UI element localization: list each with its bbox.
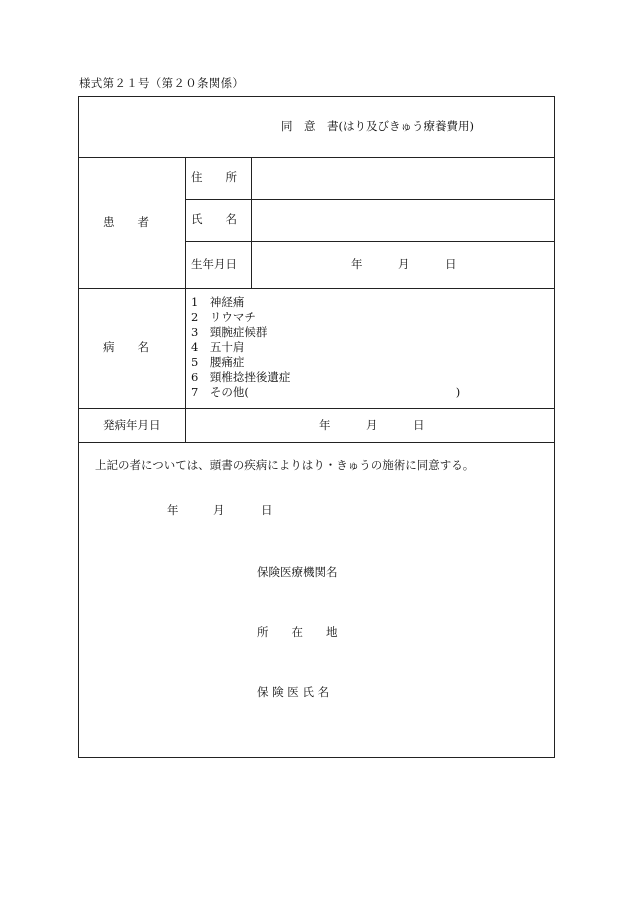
divider [79,408,554,409]
doctor-name-label: 保 険 医 氏 名 [257,685,330,699]
consent-form [78,96,555,758]
patient-section-label: 患 者 [103,215,149,229]
consent-date-year: 年 [167,503,179,517]
disease-item: 4 五十肩 [191,340,245,354]
institution-name-label: 保険医療機関名 [257,565,338,579]
onset-month: 月 [366,418,378,432]
form-number: 様式第２１号（第２０条関係） [79,76,245,90]
location-label: 所 在 地 [257,625,338,639]
onset-day: 日 [413,418,425,432]
divider [185,241,554,242]
disease-item: 1 神経痛 [191,295,245,309]
divider [251,157,252,289]
onset-label: 発病年月日 [103,418,161,432]
disease-item: 2 リウマチ [191,310,256,324]
disease-item: 6 頸椎捻挫後遺症 [191,370,291,384]
divider [185,199,554,200]
consent-statement: 上記の者については、頭書の疾病によりはり・きゅうの施術に同意する。 [95,458,475,472]
onset-year: 年 [319,418,331,432]
disease-item: 3 頸腕症候群 [191,325,268,339]
disease-section-label: 病 名 [103,340,149,354]
birthdate-year: 年 [351,257,363,271]
address-label: 住 所 [191,170,237,184]
disease-item: 5 腰痛症 [191,355,245,369]
consent-date-month: 月 [213,503,225,517]
consent-date-day: 日 [261,503,273,517]
form-title: 同 意 書(はり及びきゅう療養費用) [281,119,474,133]
birthdate-day: 日 [445,257,457,271]
divider [185,157,186,443]
divider [79,288,554,289]
birthdate-month: 月 [398,257,410,271]
name-label: 氏 名 [191,212,237,226]
birthdate-label: 生年月日 [191,257,237,271]
disease-item: 7 その他( ) [191,385,461,399]
divider [79,157,554,158]
divider [79,442,554,443]
